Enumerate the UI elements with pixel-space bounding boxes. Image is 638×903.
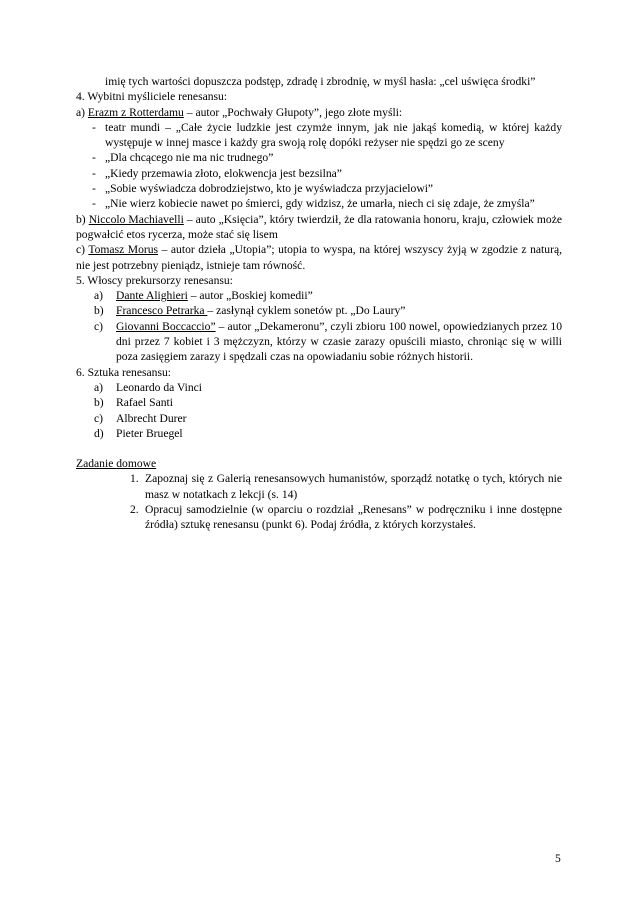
quote-item (76, 150, 562, 165)
dash-marker: - (92, 151, 96, 165)
section-4-item-b (76, 212, 562, 243)
page-body (76, 74, 562, 533)
item-text: – autor „Dekameronu”, czyli zbioru 100 nowel, opowiedzianych przez 10 dni przez 7 kobiet i 3 mężczyzn, którzy w czasie zarazy opuścili miasto, chroniąc się w willi poza zasięgiem zarazy i spędzali czas na opowiadaniu sobie różnych historii. (116, 319, 562, 364)
item-marker: 2. (130, 503, 139, 517)
item-text: – autor „Pochwały Głupoty”, jego złote myśli: (183, 105, 403, 119)
intro-continuation: imię tych wartości dopuszcza podstęp, zdradę i zbrodnię, w myśl hasła: „cel uświęca środki” (105, 75, 536, 88)
dash-marker: - (92, 182, 96, 196)
art-item (76, 395, 562, 410)
section-5-heading: 5. Włoscy prekursorzy renesansu: (76, 273, 233, 287)
item-marker: 1. (130, 472, 139, 486)
item-marker: b) (76, 212, 89, 226)
homework-item (76, 471, 562, 502)
quote-text: teatr mundi – „Całe życie ludzkie jest czymże innym, jak nie jakąś komedią, w której każdy występuje w innej masce i każdy gra swoją rolę dopóki reżyser nie spędzi go ze sceny (105, 120, 562, 150)
section-6-heading: 6. Sztuka renesansu: (76, 365, 171, 379)
precursor-name: Giovanni Boccaccio” (116, 319, 216, 333)
quote-item (76, 166, 562, 181)
precursor-item (76, 288, 562, 303)
item-marker: b) (94, 304, 104, 318)
item-marker: b) (94, 396, 104, 410)
item-text: Albrecht Durer (116, 411, 187, 425)
precursor-item (76, 303, 562, 318)
section-4-item-c (76, 242, 562, 273)
item-text: Pieter Bruegel (116, 426, 183, 440)
item-text: – autor „Boskiej komedii” (187, 289, 313, 303)
item-text: – auto „Księcia”, który twierdził, że dla ratowania honoru, kraju, człowiek może pogwałcić etos rycerza, może stać się lisem (76, 212, 562, 241)
quote-item (76, 196, 562, 211)
precursor-name: Dante Alighieri (116, 289, 188, 303)
quote-text: „Sobie wyświadcza dobrodziejstwo, kto je wyświadcza przyjacielowi” (105, 182, 434, 196)
item-text: – zasłynął cyklem sonetów pt. „Do Laury” (207, 304, 406, 318)
item-text: Leonardo da Vinci (116, 380, 203, 394)
art-item (76, 380, 562, 395)
erazm-name: Erazm z Rotterdamu (87, 105, 184, 119)
quote-text: „Kiedy przemawia złoto, elokwencja jest bezsilna” (105, 166, 342, 180)
machiavelli-name: Niccolo Machiavelli (88, 212, 184, 226)
item-marker: c) (94, 411, 104, 425)
precursor-name: Francesco Petrarka (116, 304, 208, 318)
item-text: – autor dzieła „Utopia”; utopia to wyspa, na której wszyscy żyją w zgodzie z naturą, nie jest potrzebny pieniądz, istnieje tam równość. (76, 243, 562, 272)
item-text: Zapoznaj się z Galerią renesansowych humanistów, sporządź notatkę o tych, których nie masz w notatkach z lekcji (s. 14) (145, 472, 562, 501)
dash-marker: - (92, 166, 96, 180)
item-marker: a) (94, 289, 104, 303)
item-marker: a) (76, 105, 88, 119)
section-4-item-a (76, 105, 562, 120)
homework-item (76, 502, 562, 533)
quote-item (76, 181, 562, 196)
item-text: Opracuj samodzielnie (w oparciu o rozdział „Renesans” w podręczniku i inne dostępne źródła) sztukę renesansu (punkt 6). Podaj źródła, z których korzystałeś. (145, 503, 562, 532)
quote-text: „Nie wierz kobiecie nawet po śmierci, gdy widzisz, że umarła, niech ci się zdaje, że zmyśla” (105, 197, 535, 211)
item-marker: c) (94, 319, 104, 333)
art-item (76, 426, 562, 441)
dash-marker: - (92, 197, 96, 211)
dash-marker: - (92, 120, 96, 134)
art-item (76, 411, 562, 426)
item-marker: d) (94, 426, 104, 440)
section-4-heading: 4. Wybitni myśliciele renesansu: (76, 90, 228, 104)
precursor-item (76, 319, 562, 365)
morus-name: Tomasz Morus (88, 243, 159, 257)
item-text: Rafael Santi (116, 396, 173, 410)
quote-text: „Dla chcącego nie ma nic trudnego” (105, 151, 274, 165)
item-marker: c) (76, 243, 89, 257)
page-number: 5 (555, 852, 561, 865)
spacer (76, 441, 562, 456)
item-marker: a) (94, 380, 104, 394)
quote-item (76, 120, 562, 151)
homework-heading: Zadanie domowe (76, 457, 157, 471)
